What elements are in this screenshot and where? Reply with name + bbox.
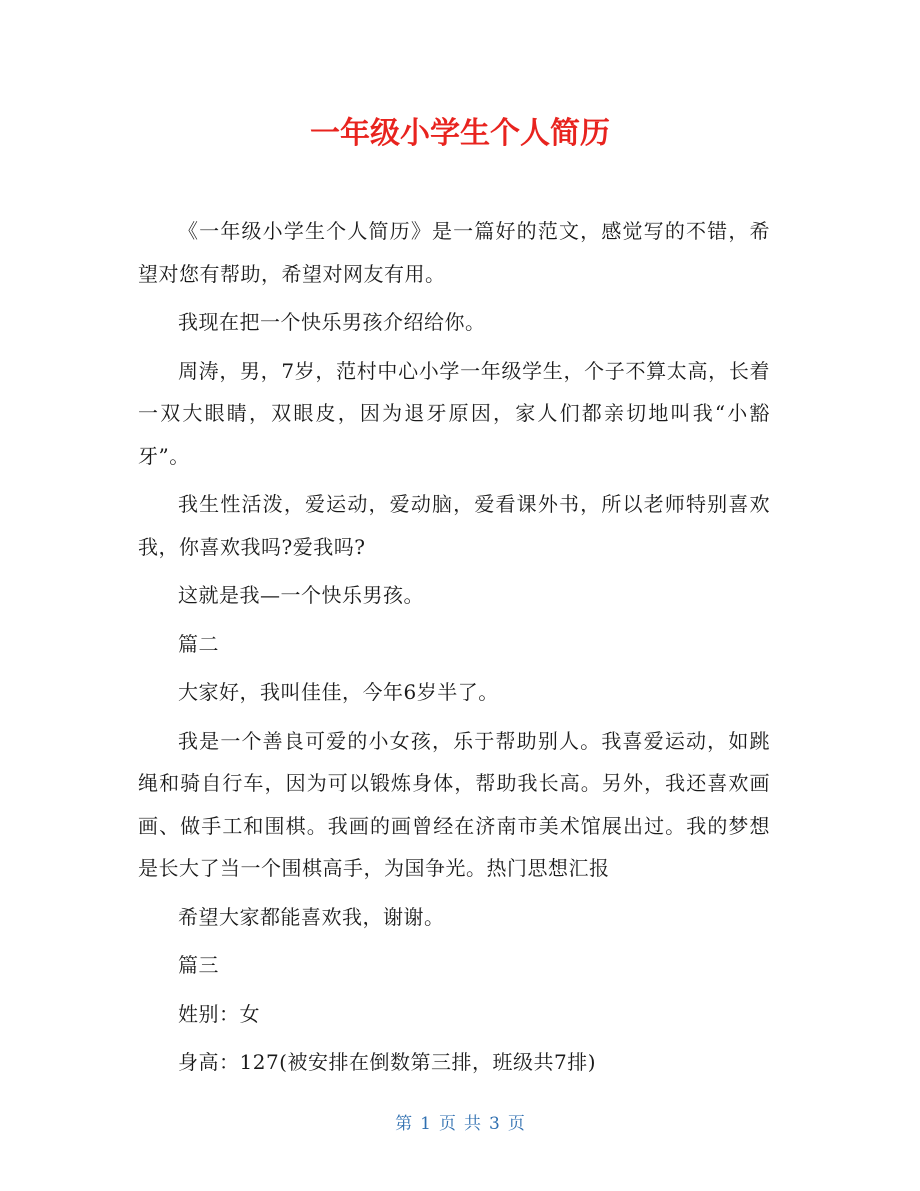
document-title: 一年级小学生个人简历 xyxy=(310,116,610,151)
document-body xyxy=(138,210,770,1090)
current-page-number: 1 xyxy=(420,1114,431,1134)
paragraph: 我是一个善良可爱的小女孩，乐于帮助别人。我喜爱运动，如跳绳和骑自行车，因为可以锻炼身体，帮助我长高。另外，我还喜欢画画、做手工和围棋。我画的画曾经在济南市美术馆展出过。我的梦想是长大了当一个围棋高手，为国争光。热门思想汇报 xyxy=(138,728,770,880)
paragraph: 我生性活泼，爱运动，爱动脑，爱看课外书，所以老师特别喜欢我，你喜欢我吗?爱我吗? xyxy=(138,492,770,559)
paragraph-intro: 《一年级小学生个人简历》是一篇好的范文，感觉写的不错，希望对您有帮助，希望对网友有用。 xyxy=(138,219,770,286)
page-label-suffix: 页 xyxy=(507,1114,525,1134)
paragraph: 姓别：女 xyxy=(178,1001,260,1026)
paragraph: 大家好，我叫佳佳，今年6岁半了。 xyxy=(178,680,499,704)
section-heading: 篇三 xyxy=(178,953,219,977)
page-label-prefix: 第 xyxy=(395,1114,413,1134)
paragraph: 我现在把一个快乐男孩介绍给你。 xyxy=(178,310,486,334)
paragraph: 周涛，男，7岁，范村中心小学一年级学生，个子不算太高，长着一双大眼睛，双眼皮，因为退牙原因，家人们都亲切地叫我“小豁牙”。 xyxy=(138,358,770,468)
total-label-prefix: 共 xyxy=(464,1114,481,1134)
section-heading: 篇二 xyxy=(178,631,219,656)
total-page-count: 3 xyxy=(489,1114,500,1134)
paragraph: 身高：127(被安排在倒数第三排，班级共7排) xyxy=(178,1050,597,1074)
paragraph: 这就是我—一个快乐男孩。 xyxy=(178,583,424,607)
page-label-mid: 页 xyxy=(439,1114,456,1134)
paragraph: 希望大家都能喜欢我，谢谢。 xyxy=(178,904,445,929)
page-footer xyxy=(0,1112,920,1136)
